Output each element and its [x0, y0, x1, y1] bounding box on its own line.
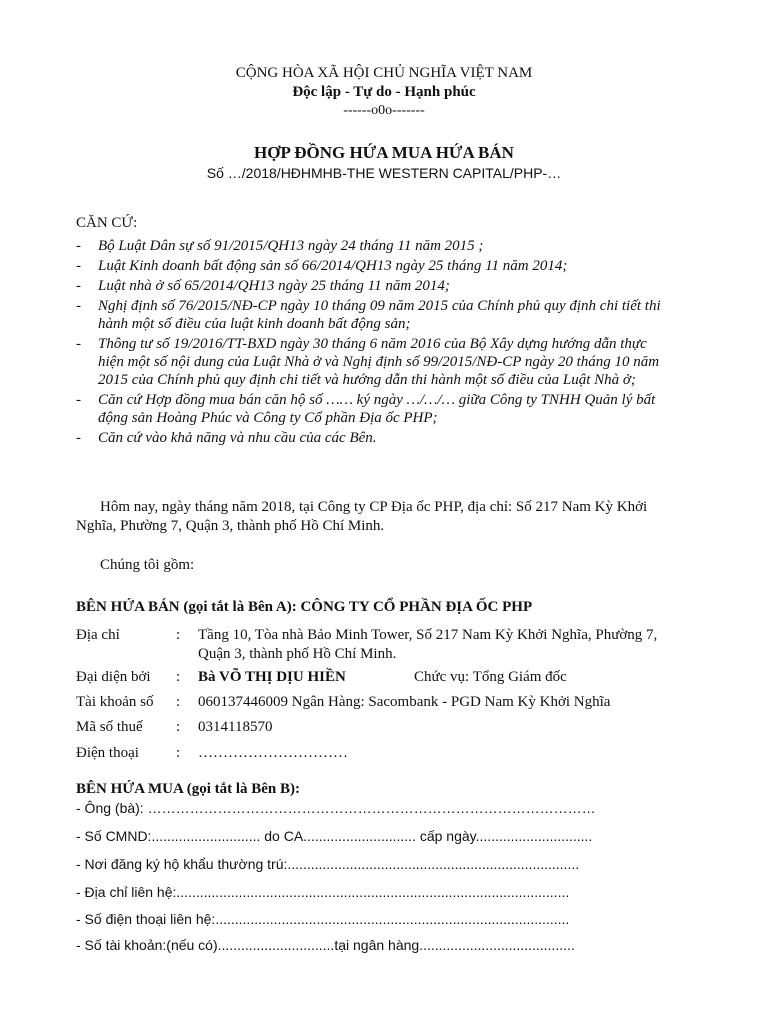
basis-item-text: Nghị định số 76/2015/NĐ-CP ngày 10 tháng 09 năm 2015 của Chính phủ quy định chi tiết thi hành một số điều của luật kinh doanh bất động sản;	[98, 298, 661, 332]
basis-item-text: Thông tư số 19/2016/TT-BXD ngày 30 tháng 6 năm 2016 của Bộ Xây dựng hướng dẫn thực hiện một số nội dung của Luật Nhà ở và Nghị định số 99/2015/NĐ-CP ngày 20 tháng 10 năm 2015 của Chính phủ quy định chi tiết và hướng dẫn thi hành một số điều của Luật Nhà ở;	[98, 336, 660, 388]
list-dash: -	[76, 336, 81, 352]
basis-heading: CĂN CỨ:	[76, 215, 138, 231]
contract-number: Số …/2018/HĐHMHB-THE WESTERN CAPITAL/PHP-…	[206, 165, 562, 181]
contract-title: HỢP ĐỒNG HỨA MUA HỨA BÁN	[254, 143, 514, 162]
basis-item	[76, 391, 676, 427]
party-a-tax-value: 0314118570	[198, 719, 273, 735]
colon: :	[176, 719, 181, 735]
party-a-title: BÊN HỨA BÁN (gọi tắt là Bên A): CÔNG TY CỔ PHẦN ĐỊA ỐC PHP	[76, 599, 533, 615]
party-a-account-value: 060137446009 Ngân Hàng: Sacombank - PGD Nam Kỳ Khởi Nghĩa	[198, 694, 611, 710]
basis-item-text: Luật nhà ở số 65/2014/QH13 ngày 25 tháng 11 năm 2014;	[98, 278, 450, 294]
basis-list	[76, 237, 676, 449]
national-title: CỘNG HÒA XÃ HỘI CHỦ NGHĨA VIỆT NAM	[235, 65, 533, 81]
party-a-phone-row	[76, 744, 676, 764]
basis-item-text: Luật Kinh doanh bất động sản số 66/2014/QH13 ngày 25 tháng 11 năm 2014;	[98, 258, 568, 274]
list-dash: -	[76, 258, 81, 274]
party-a-phone-value: …………………………	[198, 745, 348, 761]
party-a-rep-value: Bà VÕ THỊ DỊU HIỀN	[198, 669, 346, 685]
list-dash: -	[76, 430, 81, 446]
party-b-residence-line: - Nơi đăng ký hộ khẩu thường trú:...........................................................................	[76, 856, 580, 872]
intro-today: Hôm nay, ngày tháng năm 2018, tại Công ty CP Địa ốc PHP, địa chỉ: Số 217 Nam Kỳ Khởi Nghĩa, Phường 7, Quận 3, thành phố Hồ Chí Minh.	[76, 499, 648, 534]
basis-item	[76, 429, 676, 447]
party-a-address-value: Tầng 10, Tòa nhà Bảo Minh Tower, Số 217 Nam Kỳ Khởi Nghĩa, Phường 7, Quận 3, thành phố Hồ Chí Minh.	[198, 627, 658, 662]
basis-item	[76, 257, 676, 275]
party-a-address-row	[76, 626, 676, 666]
basis-item	[76, 277, 676, 295]
list-dash: -	[76, 392, 81, 408]
basis-item-text: Bộ Luật Dân sự số 91/2015/QH13 ngày 24 tháng 11 năm 2015 ;	[98, 238, 484, 254]
party-b-account-line: - Số tài khoản:(nếu có)..............................tại ngân hàng........................................	[76, 937, 575, 953]
national-motto: Độc lập - Tự do - Hạnh phúc	[292, 84, 476, 100]
party-a-position: Chức vụ: Tổng Giám đốc	[414, 669, 567, 685]
basis-item	[76, 297, 676, 333]
header-divider: ------o0o-------	[343, 103, 425, 118]
list-dash: -	[76, 298, 81, 314]
party-b-name-line: - Ông (bà): ……………………………………………………………………………………	[76, 800, 596, 816]
party-a-rep-label: Đại diện bởi	[76, 669, 151, 685]
party-b-title: BÊN HỨA MUA (gọi tắt là Bên B):	[76, 781, 301, 797]
basis-item-text: Căn cứ vào khả năng và nhu cầu của các Bên.	[98, 430, 377, 446]
basis-item-text: Căn cứ Hợp đồng mua bán căn hộ số …… ký ngày …/…/… giữa Công ty TNHH Quản lý bất động sản Hoàng Phúc và Công ty Cổ phần Địa ốc PHP;	[98, 392, 656, 426]
party-a-account-row	[76, 693, 676, 713]
basis-item	[76, 237, 676, 255]
party-a-phone-label: Điện thoại	[76, 745, 139, 761]
party-b-id-line: - Số CMND:............................ do CA............................. cấp ngày..............................	[76, 828, 593, 844]
party-b-phone-line: - Số điện thoại liên hệ:...........................................................................................	[76, 911, 570, 927]
party-a-tax-label: Mã số thuế	[76, 719, 143, 735]
party-a-tax-row	[76, 718, 676, 738]
party-a-address-label: Địa chỉ	[76, 627, 120, 643]
basis-item	[76, 335, 676, 389]
list-dash: -	[76, 278, 81, 294]
list-dash: -	[76, 238, 81, 254]
colon: :	[176, 694, 181, 710]
party-a-account-label: Tài khoản số	[76, 694, 154, 710]
party-a-rep-row	[76, 668, 676, 688]
colon: :	[176, 745, 181, 761]
party-b-address-line: - Địa chỉ liên hệ:.....................................................................................................	[76, 884, 570, 900]
colon: :	[176, 627, 181, 643]
intro-we: Chúng tôi gồm:	[100, 557, 195, 573]
colon: :	[176, 669, 181, 685]
